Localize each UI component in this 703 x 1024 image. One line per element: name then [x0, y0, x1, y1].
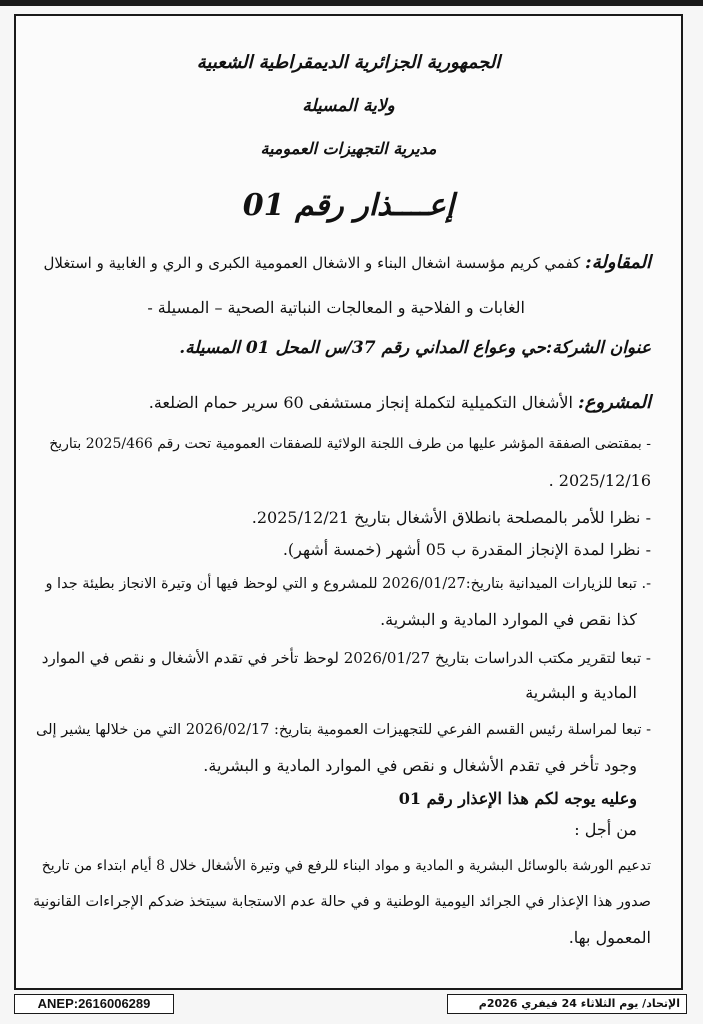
contractor-line-1 — [43, 252, 651, 273]
project-label: المشروع: — [578, 392, 651, 413]
clause-1-line-2: 2025/12/16 . — [548, 471, 651, 490]
body-line-2: صدور هذا الإعذار في الجرائد اليومية الوطنية و في حالة عدم الاستجابة سيتخذ ضدكم الإجراءات القانونية — [33, 894, 651, 910]
clause-2: - نظرا للأمر بالمصلحة بانطلاق الأشغال بتاريخ 2025/12/21. — [251, 508, 651, 527]
contractor-name: كفمي كريم مؤسسة اشغال البناء و الاشغال العمومية الكبرى و الري و الغابية و استغلال — [43, 254, 581, 272]
clause-4-line-1: -. تبعا للزيارات الميدانية بتاريخ:2026/01/27 للمشروع و التي لوحظ فيها أن وتيرة الانجاز بطيئة جدا و — [45, 576, 651, 592]
top-border — [0, 0, 703, 6]
wilaya-title: ولاية المسيلة — [302, 96, 395, 116]
project-text: الأشغال التكميلية لتكملة إنجاز مستشفى 60 سرير حمام الضلعة. — [148, 393, 573, 412]
clause-5-line-2: المادية و البشرية — [525, 683, 637, 702]
body-line-1: تدعيم الورشة بالوسائل البشرية و المادية و مواد البناء للرفع في وتيرة الأشغال خلال 8 أيام ابتداء من تاريخ — [41, 858, 651, 874]
clause-6-line-1: - تبعا لمراسلة رئيس القسم الفرعي للتجهيزات العمومية بتاريخ: 2026/02/17 التي من خلالها يشير إلى — [36, 722, 651, 738]
clause-5-line-1: - تبعا لتقرير مكتب الدراسات بتاريخ 2026/01/27 لوحظ تأخر في تقدم الأشغال و نقص في الموارد — [41, 649, 651, 667]
clause-6-line-2: وجود تأخر في تقدم الأشغال و نقص في الموارد المادية و البشرية. — [203, 756, 637, 775]
purpose-label: من أجل : — [574, 820, 637, 839]
directorate-title: مديرية التجهيزات العمومية — [260, 139, 437, 158]
contractor-address: عنوان الشركة:حي وعواع المداني رقم 37/س المحل 01 المسيلة. — [179, 338, 651, 358]
clause-4-line-2: كذا نقص في الموارد المادية و البشرية. — [380, 610, 637, 629]
anep-code: ANEP:2616006289 — [14, 994, 174, 1014]
notice-frame — [14, 14, 683, 990]
contractor-label: المقاولة: — [585, 252, 651, 273]
contractor-line-2: الغابات و الفلاحية و المعالجات النباتية الصحية – المسيلة - — [147, 298, 525, 317]
clause-3: - نظرا لمدة الإنجاز المقدرة ب 05 أشهر (خمسة أشهر). — [282, 540, 651, 559]
body-line-3: المعمول بها. — [568, 928, 651, 947]
notice-title: إعــــذار رقم 01 — [242, 188, 455, 223]
directive: وعليه يوجه لكم هذا الإعذار رقم 01 — [398, 789, 637, 808]
clause-1-line-1: - بمقتضى الصفقة المؤشر عليها من طرف اللجنة الولائية للصفقات العمومية تحت رقم 2025/466 بتاريخ — [49, 436, 651, 452]
publication-info: الإتحاد/ يوم الثلاثاء 24 فيفري 2026م — [447, 994, 687, 1014]
republic-title: الجمهورية الجزائرية الديمقراطية الشعبية — [196, 52, 501, 73]
project-line — [149, 392, 651, 413]
